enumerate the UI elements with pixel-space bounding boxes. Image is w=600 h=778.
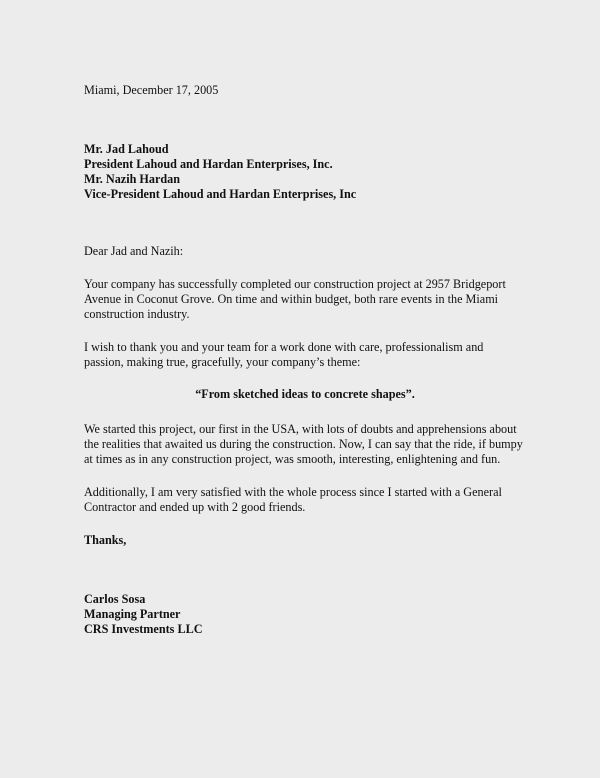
paragraph-project-completion: Your company has successfully completed our construction project at 2957 Bridgeport Avenue in Coconut Grove. On time and within budget, both rare events in the Miami construction industry. <box>84 277 506 321</box>
recipient-1-title: President Lahoud and Hardan Enterprises, Inc. <box>84 157 333 171</box>
company-motto: “From sketched ideas to concrete shapes”. <box>195 387 415 401</box>
paragraph-satisfaction: Additionally, I am very satisfied with the whole process since I started with a General Contractor and ended up with 2 good friends. <box>84 485 502 514</box>
signer-company: CRS Investments LLC <box>84 622 203 636</box>
paragraph-thanks-team: I wish to thank you and your team for a work done with care, professionalism and passion, making true, gracefully, your company’s theme: <box>84 340 484 369</box>
signer-name: Carlos Sosa <box>84 592 146 606</box>
recipient-1-name: Mr. Jad Lahoud <box>84 142 169 156</box>
recipient-2-title: Vice-President Lahoud and Hardan Enterprises, Inc <box>84 187 357 201</box>
recipient-block <box>84 142 526 202</box>
date-line: Miami, December 17, 2005 <box>84 83 219 97</box>
letter-body <box>84 83 526 637</box>
signature-block <box>84 592 526 637</box>
recipient-2-name: Mr. Nazih Hardan <box>84 172 181 186</box>
paragraph-project-experience: We started this project, our first in the USA, with lots of doubts and apprehensions about the realities that awaited us during the construction. Now, I can say that the ride, if bumpy at times as in any construction project, was smooth, interesting, enlightening and fun. <box>84 422 523 466</box>
salutation: Dear Jad and Nazih: <box>84 244 184 258</box>
closing-line: Thanks, <box>84 533 127 547</box>
signer-title: Managing Partner <box>84 607 181 621</box>
